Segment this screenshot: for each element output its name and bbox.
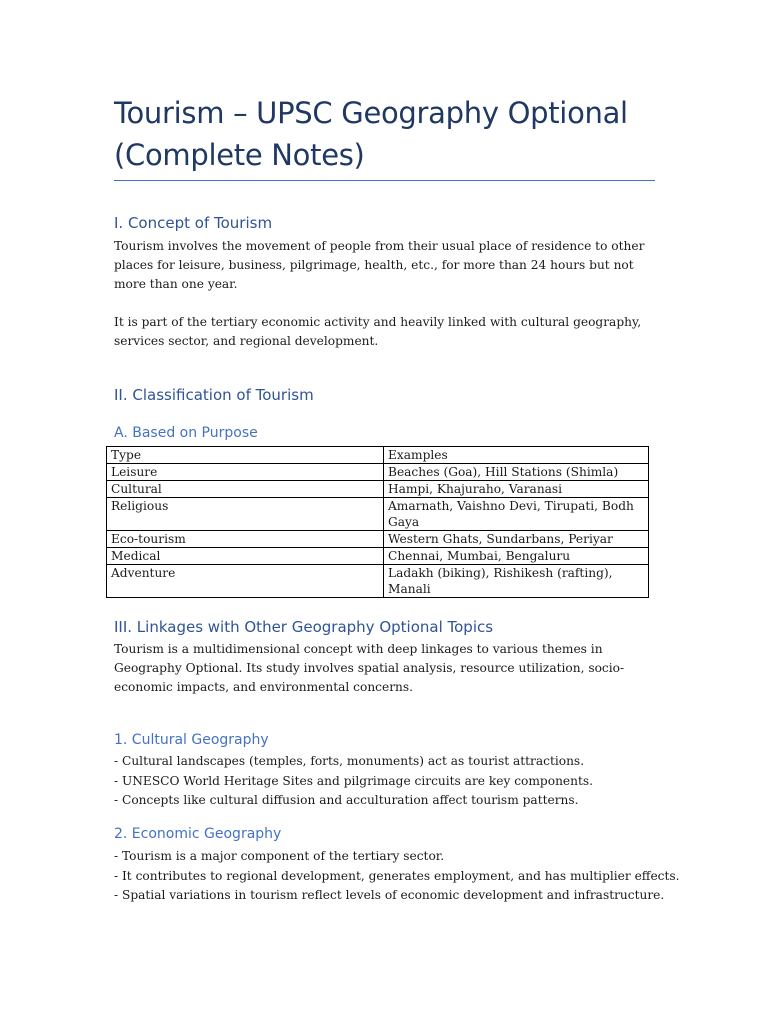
table-row — [107, 498, 649, 531]
table-cell: Medical — [107, 548, 384, 565]
table-cell: Beaches (Goa), Hill Stations (Shimla) — [384, 464, 649, 481]
table-cell: Adventure — [107, 565, 384, 598]
economic-geography-list — [114, 847, 680, 906]
title-underline — [114, 180, 655, 181]
list-item: - UNESCO World Heritage Sites and pilgrimage circuits are key components. — [114, 773, 594, 788]
subheading-based-on-purpose: A. Based on Purpose — [114, 425, 258, 441]
table-cell: Leisure — [107, 464, 384, 481]
table-row — [107, 531, 649, 548]
concept-paragraph-2: It is part of the tertiary economic activity and heavily linked with cultural geography, services sector, and regional development. — [114, 315, 642, 348]
list-item: - Cultural landscapes (temples, forts, monuments) act as tourist attractions. — [114, 754, 585, 768]
subheading-economic-geography: 2. Economic Geography — [114, 826, 282, 842]
table-header-cell: Type — [107, 447, 384, 464]
table-header-row — [107, 447, 649, 464]
table-cell: Amarnath, Vaishno Devi, Tirupati, Bodh Gaya — [384, 498, 649, 531]
table-row — [107, 548, 649, 565]
list-item: - Tourism is a major component of the tertiary sector. — [114, 849, 445, 863]
list-item: - It contributes to regional development, generates employment, and has multiplier effects. — [114, 868, 680, 883]
table-header-cell: Examples — [384, 447, 649, 464]
purpose-table-body — [107, 447, 649, 598]
table-cell: Chennai, Mumbai, Bengaluru — [384, 548, 649, 565]
section-heading-concept: I. Concept of Tourism — [114, 214, 273, 232]
linkages-paragraph: Tourism is a multidimensional concept with deep linkages to various themes in Geography Optional. Its study involves spatial analysis, resource utilization, socio-economic impacts, and environmental concerns. — [114, 642, 625, 694]
list-item: - Spatial variations in tourism reflect levels of economic development and infrastructure. — [114, 888, 665, 902]
table-cell: Cultural — [107, 481, 384, 498]
purpose-table — [106, 446, 649, 598]
table-cell: Hampi, Khajuraho, Varanasi — [384, 481, 649, 498]
table-row — [107, 565, 649, 598]
table-cell: Western Ghats, Sundarbans, Periyar — [384, 531, 649, 548]
document-title: Tourism – UPSC Geography Optional (Complete Notes) — [114, 96, 628, 172]
cultural-geography-list — [114, 752, 674, 811]
subheading-cultural-geography: 1. Cultural Geography — [114, 732, 269, 748]
section-heading-linkages: III. Linkages with Other Geography Optional Topics — [114, 618, 494, 636]
table-row — [107, 481, 649, 498]
table-row — [107, 464, 649, 481]
concept-paragraph-1: Tourism involves the movement of people from their usual place of residence to other places for leisure, business, pilgrimage, health, etc., for more than 24 hours but not more than one year. — [114, 239, 645, 291]
section-heading-classification: II. Classification of Tourism — [114, 386, 314, 404]
table-cell: Religious — [107, 498, 384, 531]
list-item: - Concepts like cultural diffusion and acculturation affect tourism patterns. — [114, 793, 579, 807]
table-cell: Eco-tourism — [107, 531, 384, 548]
table-cell: Ladakh (biking), Rishikesh (rafting), Manali — [384, 565, 649, 598]
